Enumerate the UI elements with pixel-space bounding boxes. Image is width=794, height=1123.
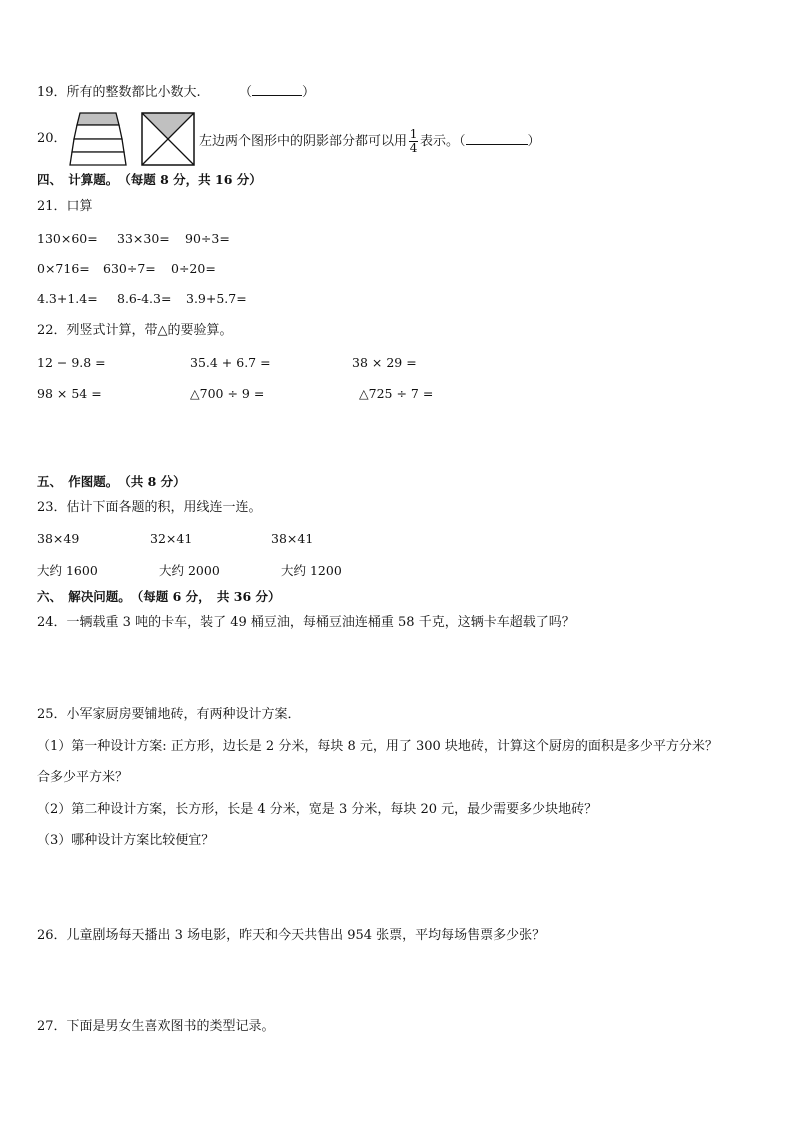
- q27-text: 27．下面是男女生喜欢图书的类型记录。: [37, 1019, 275, 1034]
- q21-r2-c2: 630÷7=: [103, 261, 156, 276]
- q20-text-before: 左边两个图形中的阴影部分都可以用: [199, 134, 408, 149]
- q21-r3-c2: 8.6-4.3=: [117, 291, 172, 306]
- q20-paren-close: ）: [527, 134, 541, 149]
- frac-denominator: 4: [409, 141, 418, 155]
- q24-text: 24．一辆载重 3 吨的卡车，装了 49 桶豆油，每桶豆油连桶重 58 千克，这辆卡车超载了吗？: [37, 615, 575, 630]
- trapezoid-figure: [68, 112, 128, 166]
- q23-bottom-2[interactable]: 大约 2000: [159, 563, 220, 578]
- q23-title: 23．估计下面各题的积，用线连一连。: [37, 500, 262, 515]
- q19-text: 所有的整数都比小数大.: [66, 85, 201, 100]
- q20-number: 20．: [37, 131, 67, 146]
- q26-text: 26．儿童剧场每天播出 3 场电影，昨天和今天共售出 954 张票，平均每场售票多少张？: [37, 928, 546, 943]
- q25-part1-line1: （1）第一种设计方案: 正方形，边长是 2 分米，每块 8 元，用了 300 块地砖，计算这个厨房的面积是多少平方分米？: [37, 739, 718, 754]
- q21-r3-c1: 4.3+1.4=: [37, 291, 98, 306]
- q19-paren-open: （: [238, 85, 252, 100]
- q23-bottom-1[interactable]: 大约 1600: [37, 563, 98, 578]
- q21-r3-c3: 3.9+5.7=: [186, 291, 247, 306]
- q25-part1-line2: 合多少平方米？: [37, 770, 129, 785]
- q23-top-1[interactable]: 38×49: [37, 531, 80, 546]
- q20-text: [199, 128, 541, 155]
- q21-r1-c3: 90÷3=: [185, 231, 230, 246]
- answer-blank-19[interactable]: [252, 83, 302, 96]
- q21-r1-c1: 130×60=: [37, 231, 98, 246]
- q20-text-after: 表示。（: [420, 134, 466, 149]
- q22-r2-c3: △725 ÷ 7 =: [359, 386, 434, 401]
- square-figure: [141, 112, 195, 166]
- section-4-title: 四、 计算题。 （每题 8 分，共 16 分）: [37, 172, 262, 187]
- question-19: [37, 83, 315, 102]
- fraction-one-quarter: [409, 128, 418, 155]
- q22-r2-c2: △700 ÷ 9 =: [190, 386, 265, 401]
- q25-part2: （2）第二种设计方案，长方形，长是 4 分米，宽是 3 分米，每块 20 元，最少需要多少块地砖？: [37, 802, 598, 817]
- q23-top-3[interactable]: 38×41: [271, 531, 314, 546]
- section-5-title: 五、 作图题。 （共 8 分）: [37, 474, 186, 489]
- q25-part3: （3）哪种设计方案比较便宜？: [37, 833, 215, 848]
- q22-title: 22．列竖式计算，带△的要验算。: [37, 323, 233, 338]
- q22-r2-c1: 98 × 54 =: [37, 386, 102, 401]
- q21-r2-c3: 0÷20=: [171, 261, 216, 276]
- q19-number: 19．: [37, 85, 67, 100]
- q21-r2-c1: 0×716=: [37, 261, 90, 276]
- q23-top-2[interactable]: 32×41: [150, 531, 193, 546]
- q25-title: 25．小军家厨房要铺地砖，有两种设计方案．: [37, 707, 301, 722]
- q19-paren-close: ）: [301, 85, 315, 100]
- q22-r1-c2: 35.4 + 6.7 =: [190, 355, 271, 370]
- frac-numerator: 1: [409, 127, 418, 141]
- q21-title: 21．口算: [37, 199, 93, 214]
- q22-r1-c1: 12 − 9.8 =: [37, 355, 106, 370]
- q21-r1-c2: 33×30=: [117, 231, 170, 246]
- answer-blank-20[interactable]: [466, 132, 528, 145]
- q23-bottom-3[interactable]: 大约 1200: [281, 563, 342, 578]
- section-6-title: 六、 解决问题。 （每题 6 分， 共 36 分）: [37, 589, 281, 604]
- q22-r1-c3: 38 × 29 =: [352, 355, 417, 370]
